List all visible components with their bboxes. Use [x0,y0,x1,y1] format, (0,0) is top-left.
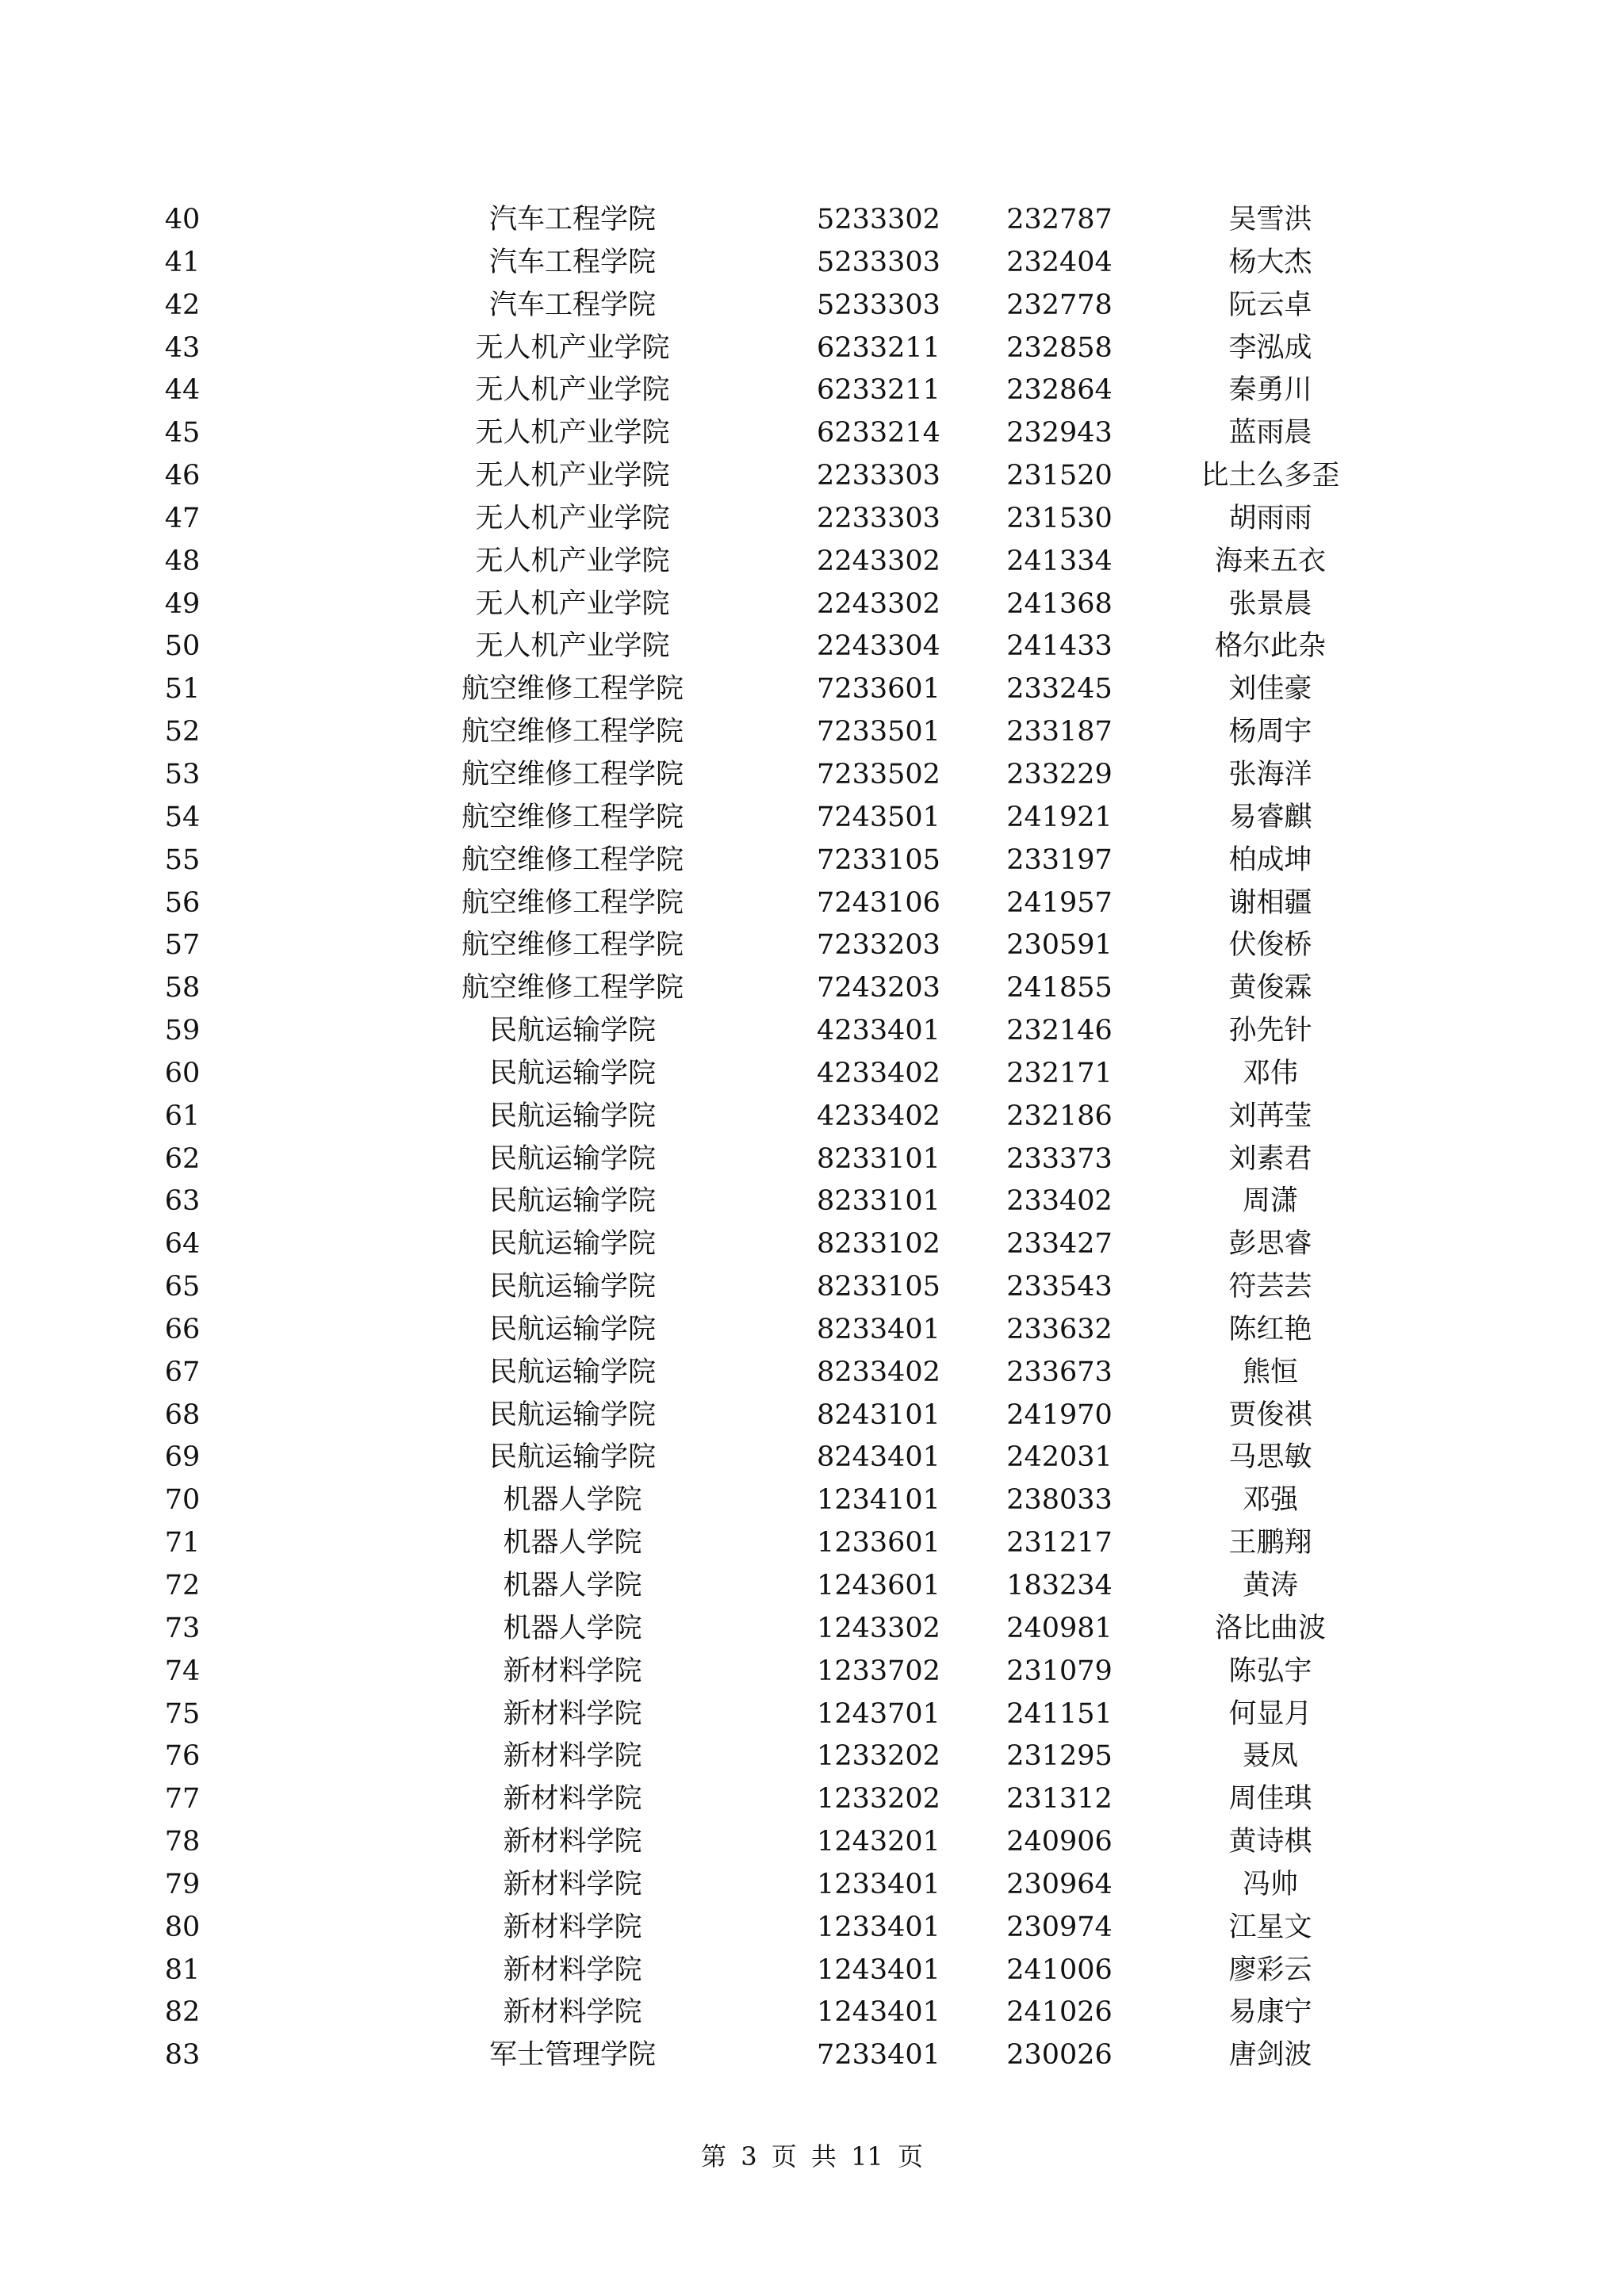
row-index: 42 [164,289,201,321]
row-index: 66 [164,1313,201,1345]
student-name: 柏成坤 [1228,844,1312,876]
college-name: 机器人学院 [503,1570,642,1601]
student-id: 241026 [1006,1996,1113,2029]
class-code: 8233101 [817,1185,940,1218]
row-index: 55 [164,844,201,876]
college-name: 民航运输学院 [488,1399,656,1431]
row-index: 69 [164,1441,201,1474]
college-name: 无人机产业学院 [475,374,670,407]
student-name: 陈弘宇 [1228,1655,1312,1687]
table-row [0,1138,1624,1181]
row-index: 83 [164,2039,201,2072]
row-index: 74 [164,1655,201,1687]
student-id: 231530 [1006,502,1113,534]
class-code: 2233303 [817,460,940,492]
student-id: 233632 [1006,1313,1113,1345]
row-index: 41 [164,246,201,278]
class-code: 8233105 [817,1271,940,1303]
table-row [0,327,1624,370]
student-id: 233673 [1006,1356,1113,1388]
row-index: 49 [164,587,201,620]
table-row [0,1950,1624,1992]
student-name: 周潇 [1242,1185,1298,1218]
table-row [0,1864,1624,1907]
class-code: 1233702 [817,1655,940,1687]
table-row [0,1096,1624,1138]
student-id: 233187 [1006,716,1113,748]
student-id: 232943 [1006,417,1113,450]
student-name: 谢相疆 [1228,886,1312,919]
row-index: 70 [164,1484,201,1517]
row-index: 46 [164,460,201,492]
student-name: 彭思睿 [1228,1228,1312,1261]
table-row [0,1608,1624,1651]
row-index: 72 [164,1570,201,1601]
table-row [0,541,1624,584]
class-code: 7233502 [817,758,940,790]
table-row [0,668,1624,711]
table-row [0,797,1624,840]
student-id: 242031 [1006,1441,1113,1474]
student-id: 241151 [1006,1697,1113,1730]
row-index: 54 [164,801,201,833]
student-name: 李泓成 [1228,331,1312,364]
college-name: 民航运输学院 [488,1313,656,1345]
class-code: 1243601 [817,1570,940,1601]
row-index: 56 [164,886,201,919]
college-name: 航空维修工程学院 [461,929,684,962]
student-id: 241855 [1006,972,1113,1004]
row-index: 51 [164,673,201,706]
table-row [0,1181,1624,1223]
student-name: 刘素君 [1228,1142,1312,1175]
class-code: 5233302 [817,204,940,235]
class-code: 7233501 [817,716,940,748]
student-id: 230026 [1006,2039,1113,2072]
student-id: 241368 [1006,587,1113,620]
row-index: 80 [164,1911,201,1943]
college-name: 航空维修工程学院 [461,844,684,876]
row-index: 40 [164,204,201,235]
college-name: 民航运输学院 [488,1100,656,1132]
table-row [0,711,1624,754]
college-name: 机器人学院 [503,1612,642,1644]
college-name: 汽车工程学院 [488,289,656,321]
class-code: 1233401 [817,1868,940,1900]
college-name: 航空维修工程学院 [461,758,684,790]
class-code: 7233601 [817,673,940,706]
student-id: 238033 [1006,1484,1113,1517]
class-code: 1243302 [817,1612,940,1644]
college-name: 无人机产业学院 [475,331,670,364]
student-id: 233402 [1006,1185,1113,1218]
table-row [0,1437,1624,1479]
table-row [0,1479,1624,1522]
class-code: 5233303 [817,289,940,321]
row-index: 73 [164,1612,201,1644]
student-id: 231079 [1006,1655,1113,1687]
college-name: 无人机产业学院 [475,502,670,534]
student-name: 易睿麒 [1228,801,1312,833]
college-name: 民航运输学院 [488,1015,656,1047]
table-row [0,498,1624,541]
college-name: 新材料学院 [503,1655,642,1687]
class-code: 1233601 [817,1527,940,1559]
class-code: 7243203 [817,972,940,1004]
table-row [0,369,1624,412]
row-index: 57 [164,929,201,962]
student-id: 230964 [1006,1868,1113,1900]
table-row [0,1266,1624,1309]
row-index: 62 [164,1142,201,1175]
row-index: 47 [164,502,201,534]
college-name: 无人机产业学院 [475,545,670,577]
table-row [0,584,1624,626]
class-code: 8233401 [817,1313,940,1345]
table-row [0,1651,1624,1693]
row-index: 71 [164,1527,201,1559]
row-index: 76 [164,1740,201,1773]
student-name: 周佳琪 [1228,1783,1312,1816]
class-code: 1233202 [817,1740,940,1773]
college-name: 民航运输学院 [488,1057,656,1089]
row-index: 81 [164,1954,201,1986]
row-index: 53 [164,758,201,790]
student-name: 陈红艳 [1228,1313,1312,1345]
college-name: 民航运输学院 [488,1271,656,1303]
row-index: 52 [164,716,201,748]
student-name: 黄诗棋 [1228,1826,1312,1858]
student-id: 233197 [1006,844,1113,876]
class-code: 7233401 [817,2039,940,2072]
student-name: 格尔此杂 [1214,630,1326,663]
table-row [0,1522,1624,1565]
student-name: 贾俊祺 [1228,1399,1312,1431]
student-id: 232778 [1006,289,1113,321]
student-id: 233245 [1006,673,1113,706]
student-name: 洛比曲波 [1214,1612,1326,1644]
student-name: 胡雨雨 [1228,502,1312,534]
class-code: 5233303 [817,246,940,278]
class-code: 4233402 [817,1057,940,1089]
student-name: 聂凤 [1242,1740,1298,1773]
student-id: 241921 [1006,801,1113,833]
student-name: 熊恒 [1242,1356,1298,1388]
row-index: 67 [164,1356,201,1388]
college-name: 航空维修工程学院 [461,801,684,833]
table-row [0,2034,1624,2077]
class-code: 1243401 [817,1954,940,1986]
student-id: 232186 [1006,1100,1113,1132]
row-index: 59 [164,1015,201,1047]
college-name: 无人机产业学院 [475,587,670,620]
student-id: 183234 [1006,1570,1113,1601]
class-code: 8243101 [817,1399,940,1431]
class-code: 1243201 [817,1826,940,1858]
college-name: 无人机产业学院 [475,630,670,663]
student-name: 邓强 [1242,1484,1298,1517]
student-id: 232171 [1006,1057,1113,1089]
table-row [0,1309,1624,1352]
table-row [0,840,1624,882]
table-row [0,1223,1624,1266]
college-name: 汽车工程学院 [488,246,656,278]
college-name: 航空维修工程学院 [461,716,684,748]
student-name: 伏俊桥 [1228,929,1312,962]
student-id: 233543 [1006,1271,1113,1303]
table-row [0,455,1624,498]
student-name: 唐剑波 [1228,2039,1312,2072]
class-code: 8233402 [817,1356,940,1388]
student-name: 黄俊霖 [1228,972,1312,1004]
class-code: 1233401 [817,1911,940,1943]
student-id: 230591 [1006,929,1113,962]
table-row [0,242,1624,285]
student-name: 何显月 [1228,1697,1312,1730]
row-index: 75 [164,1697,201,1730]
student-id: 232146 [1006,1015,1113,1047]
student-id: 232404 [1006,246,1113,278]
college-name: 航空维修工程学院 [461,673,684,706]
student-id: 241970 [1006,1399,1113,1431]
college-name: 民航运输学院 [488,1441,656,1474]
class-code: 4233401 [817,1015,940,1047]
student-name: 马思敏 [1228,1441,1312,1474]
student-name: 廖彩云 [1228,1954,1312,1986]
class-code: 4233402 [817,1100,940,1132]
class-code: 8233102 [817,1228,940,1261]
student-name: 江星文 [1228,1911,1312,1943]
student-id: 233373 [1006,1142,1113,1175]
student-name: 孙先针 [1228,1015,1312,1047]
class-code: 1234101 [817,1484,940,1517]
student-id: 231520 [1006,460,1113,492]
class-code: 7233105 [817,844,940,876]
table-row [0,754,1624,797]
college-name: 无人机产业学院 [475,417,670,450]
college-name: 新材料学院 [503,1954,642,1986]
college-name: 新材料学院 [503,1826,642,1858]
college-name: 机器人学院 [503,1527,642,1559]
table-row [0,1821,1624,1864]
college-name: 新材料学院 [503,1783,642,1816]
student-id: 232864 [1006,374,1113,407]
row-index: 78 [164,1826,201,1858]
class-code: 2233303 [817,502,940,534]
student-name: 易康宁 [1228,1996,1312,2029]
class-code: 6233211 [817,374,940,407]
college-name: 新材料学院 [503,1996,642,2029]
student-name: 海来五衣 [1214,545,1326,577]
table-row [0,626,1624,668]
row-index: 77 [164,1783,201,1816]
row-index: 64 [164,1228,201,1261]
table-row [0,967,1624,1010]
student-id: 231295 [1006,1740,1113,1773]
row-index: 60 [164,1057,201,1089]
college-name: 无人机产业学院 [475,460,670,492]
student-id: 241006 [1006,1954,1113,1986]
student-id: 241334 [1006,545,1113,577]
row-index: 61 [164,1100,201,1132]
college-name: 新材料学院 [503,1911,642,1943]
student-id: 232787 [1006,204,1113,235]
class-code: 2243302 [817,545,940,577]
student-name: 阮云卓 [1228,289,1312,321]
row-index: 45 [164,417,201,450]
college-name: 民航运输学院 [488,1228,656,1261]
student-name: 张海洋 [1228,758,1312,790]
student-id: 232858 [1006,331,1113,364]
table-row [0,199,1624,242]
student-name: 杨大杰 [1228,246,1312,278]
student-id: 240981 [1006,1612,1113,1644]
student-id: 230974 [1006,1911,1113,1943]
table-row [0,882,1624,925]
page-number-footer: 第 3 页 共 11 页 [701,2141,923,2172]
class-code: 7243501 [817,801,940,833]
student-name: 蓝雨晨 [1228,417,1312,450]
college-name: 民航运输学院 [488,1356,656,1388]
college-name: 航空维修工程学院 [461,886,684,919]
row-index: 82 [164,1996,201,2029]
class-code: 7233203 [817,929,940,962]
table-row [0,1778,1624,1821]
student-name: 吴雪洪 [1228,204,1312,235]
row-index: 43 [164,331,201,364]
table-row [0,1735,1624,1778]
college-name: 新材料学院 [503,1697,642,1730]
student-name: 刘苒莹 [1228,1100,1312,1132]
college-name: 航空维修工程学院 [461,972,684,1004]
class-code: 2243304 [817,630,940,663]
row-index: 68 [164,1399,201,1431]
college-name: 汽车工程学院 [488,204,656,235]
student-id: 231217 [1006,1527,1113,1559]
college-name: 新材料学院 [503,1868,642,1900]
class-code: 1233202 [817,1783,940,1816]
student-name: 黄涛 [1242,1570,1298,1601]
table-row [0,1992,1624,2034]
student-name: 冯帅 [1242,1868,1298,1900]
college-name: 军士管理学院 [488,2039,656,2072]
row-index: 48 [164,545,201,577]
student-list-table [0,199,1624,2077]
class-code: 8243401 [817,1441,940,1474]
table-row [0,1352,1624,1395]
class-code: 1243701 [817,1697,940,1730]
college-name: 机器人学院 [503,1484,642,1517]
student-id: 241957 [1006,886,1113,919]
student-name: 符芸芸 [1228,1271,1312,1303]
class-code: 6233214 [817,417,940,450]
table-row [0,1010,1624,1053]
college-name: 民航运输学院 [488,1142,656,1175]
college-name: 新材料学院 [503,1740,642,1773]
table-row [0,412,1624,455]
student-name: 比土么多歪 [1201,460,1340,492]
class-code: 1243401 [817,1996,940,2029]
table-row [0,1053,1624,1096]
student-name: 秦勇川 [1228,374,1312,407]
student-id: 233229 [1006,758,1113,790]
row-index: 79 [164,1868,201,1900]
class-code: 7243106 [817,886,940,919]
row-index: 65 [164,1271,201,1303]
table-row [0,1395,1624,1437]
student-id: 240906 [1006,1826,1113,1858]
class-code: 6233211 [817,331,940,364]
student-name: 张景晨 [1228,587,1312,620]
row-index: 58 [164,972,201,1004]
class-code: 8233101 [817,1142,940,1175]
row-index: 63 [164,1185,201,1218]
college-name: 民航运输学院 [488,1185,656,1218]
student-id: 241433 [1006,630,1113,663]
student-name: 刘佳豪 [1228,673,1312,706]
student-id: 233427 [1006,1228,1113,1261]
student-name: 邓伟 [1242,1057,1298,1089]
row-index: 50 [164,630,201,663]
student-name: 王鹏翔 [1228,1527,1312,1559]
table-row [0,1693,1624,1736]
table-row [0,1907,1624,1950]
class-code: 2243302 [817,587,940,620]
student-name: 杨周宇 [1228,716,1312,748]
student-id: 231312 [1006,1783,1113,1816]
table-row [0,924,1624,967]
table-row [0,1565,1624,1608]
row-index: 44 [164,374,201,407]
table-row [0,285,1624,327]
